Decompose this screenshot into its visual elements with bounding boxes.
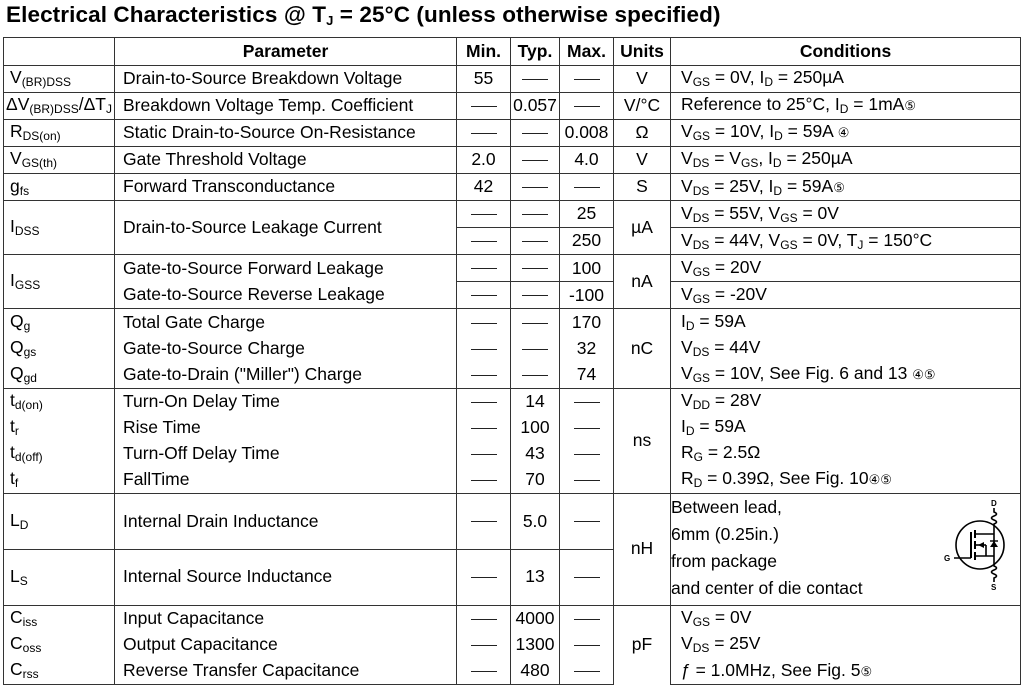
footnote-mark: ④⑤ [868, 472, 892, 488]
symbol: $Q_{gd}$ [4, 362, 115, 389]
units: S [614, 174, 671, 201]
table-row [4, 309, 1021, 336]
typ-value [511, 309, 560, 336]
parameter: Internal Drain Inductance [115, 493, 457, 549]
table-row [4, 362, 1021, 389]
header-max: Max. [560, 38, 614, 66]
max-value: 25 [560, 201, 614, 228]
table-row [4, 119, 1021, 146]
footnote-mark: ⑤ [860, 664, 873, 680]
typ-value: 43 [511, 441, 560, 467]
parameter: Drain-to-Source Breakdown Voltage [115, 65, 457, 92]
table-row [4, 174, 1021, 201]
condition-line: Between lead, [671, 496, 782, 517]
typ-value [511, 255, 560, 282]
footnote-mark: ④⑤ [912, 367, 936, 383]
conditions: $I_D = 59A$ [671, 309, 1021, 336]
min-value: 55 [457, 65, 511, 92]
min-value [457, 467, 511, 494]
min-value [457, 441, 511, 467]
conditions: $V_{GS} = 10V$, See Fig. 6 and 13 ④⑤ [671, 362, 1021, 389]
typ-value [511, 174, 560, 201]
min-value [457, 201, 511, 228]
table-row [4, 658, 1021, 685]
table-row [4, 388, 1021, 415]
conditions: $I_D = 59A$ [671, 415, 1021, 441]
min-value: 2.0 [457, 146, 511, 173]
max-value [560, 441, 614, 467]
min-value [457, 119, 511, 146]
typ-value: 13 [511, 549, 560, 605]
min-value [457, 362, 511, 389]
symbol: $Q_g$ [4, 309, 115, 336]
typ-value: 0.057 [511, 92, 560, 119]
typ-value [511, 65, 560, 92]
conditions: $R_D = 0.39\Omega$, See Fig. 10④⑤ [671, 467, 1021, 494]
parameter: Gate-to-Source Charge [115, 335, 457, 361]
units: pF [614, 605, 671, 684]
max-value: 170 [560, 309, 614, 336]
parameter: Input Capacitance [115, 605, 457, 632]
max-value [560, 493, 614, 549]
pin-g-label: G [944, 553, 951, 563]
typ-value: 100 [511, 415, 560, 441]
pin-d-label: D [991, 498, 997, 508]
max-value: 32 [560, 335, 614, 361]
conditions: $V_{DS} = 55V$, $V_{GS} = 0V$ [671, 201, 1021, 228]
conditions: $V_{GS} = 0V$, $I_D = 250\mu A$ [671, 65, 1021, 92]
typ-value: 70 [511, 467, 560, 494]
parameter: Total Gate Charge [115, 309, 457, 336]
conditions: $V_{DS} = 25V$, $I_D$ = 59A⑤ [671, 174, 1021, 201]
conditions: ƒ = 1.0MHz, See Fig. 5⑤ [671, 658, 1021, 685]
units: ns [614, 388, 671, 493]
max-value: 0.008 [560, 119, 614, 146]
conditions: $V_{GS} = -20V$ [671, 282, 1021, 309]
conditions: $V_{DS} = 44V$, $V_{GS} = 0V$, $T_J = 150^\circ C$ [671, 228, 1021, 255]
max-value: -100 [560, 282, 614, 309]
symbol: $I_{DSS}$ [4, 201, 115, 255]
parameter: Drain-to-Source Leakage Current [115, 201, 457, 255]
parameter: Static Drain-to-Source On-Resistance [115, 119, 457, 146]
max-value [560, 605, 614, 632]
min-value [457, 493, 511, 549]
parameter: Gate-to-Source Forward Leakage [115, 255, 457, 282]
max-value: 100 [560, 255, 614, 282]
max-value [560, 65, 614, 92]
pin-s-label: S [991, 582, 997, 590]
table-row [4, 335, 1021, 361]
symbol: $C_{oss}$ [4, 632, 115, 658]
typ-value [511, 228, 560, 255]
symbol: $I_{GSS}$ [4, 255, 115, 309]
min-value [457, 549, 511, 605]
table-row [4, 605, 1021, 632]
min-value [457, 309, 511, 336]
table-row [4, 632, 1021, 658]
units: nC [614, 309, 671, 388]
conditions: $V_{DS} = 44V$ [671, 335, 1021, 361]
symbol: $R_{DS(on)}$ [4, 119, 115, 146]
max-value: 250 [560, 228, 614, 255]
typ-value [511, 282, 560, 309]
symbol: $C_{iss}$ [4, 605, 115, 632]
symbol: $t_{d(on)}$ [4, 388, 115, 415]
conditions: $V_{GS} = 0V$ [671, 605, 1021, 632]
parameter: FallTime [115, 467, 457, 494]
symbol: $V_{GS(th)}$ [4, 146, 115, 173]
symbol: $L_D$ [4, 493, 115, 549]
table-row [4, 467, 1021, 494]
symbol: $C_{rss}$ [4, 658, 115, 685]
header-row [4, 38, 1021, 66]
condition-line: and center of die contact [671, 577, 863, 598]
units: V [614, 65, 671, 92]
footnote-mark: ④ [837, 125, 850, 141]
symbol: $V_{(BR)DSS}$ [4, 65, 115, 92]
parameter: Breakdown Voltage Temp. Coefficient [115, 92, 457, 119]
max-value [560, 467, 614, 494]
parameter: Gate Threshold Voltage [115, 146, 457, 173]
symbol: $t_r$ [4, 415, 115, 441]
max-value [560, 388, 614, 415]
typ-value: 5.0 [511, 493, 560, 549]
min-value [457, 335, 511, 361]
table-row [4, 201, 1021, 228]
typ-value: 1300 [511, 632, 560, 658]
header-conditions: Conditions [671, 38, 1021, 66]
units: V/°C [614, 92, 671, 119]
max-value [560, 632, 614, 658]
footnote-mark: ⑤ [833, 179, 845, 195]
parameter: Gate-to-Drain ("Miller") Charge [115, 362, 457, 389]
header-typ: Typ. [511, 38, 560, 66]
symbol: $Q_{gs}$ [4, 335, 115, 361]
footnote-mark: ⑤ [904, 98, 917, 114]
min-value [457, 228, 511, 255]
parameter: Gate-to-Source Reverse Leakage [115, 282, 457, 309]
min-value [457, 632, 511, 658]
max-value [560, 415, 614, 441]
header-min: Min. [457, 38, 511, 66]
parameter: Reverse Transfer Capacitance [115, 658, 457, 685]
parameter: Forward Transconductance [115, 174, 457, 201]
symbol: $L_S$ [4, 549, 115, 605]
table-row [4, 146, 1021, 173]
table-row [4, 415, 1021, 441]
units: nH [614, 493, 671, 605]
min-value [457, 92, 511, 119]
min-value [457, 282, 511, 309]
table-row [4, 493, 1021, 549]
typ-value: 4000 [511, 605, 560, 632]
max-value [560, 658, 614, 685]
inductance-conditions [671, 493, 1021, 605]
symbol: $g_{fs}$ [4, 174, 115, 201]
conditions: $V_{GS} = 20V$ [671, 255, 1021, 282]
parameter: Internal Source Inductance [115, 549, 457, 605]
table-row [4, 282, 1021, 309]
typ-value: 480 [511, 658, 560, 685]
typ-value [511, 119, 560, 146]
parameter: Turn-On Delay Time [115, 388, 457, 415]
electrical-characteristics-table [3, 37, 1021, 685]
condition-line: from package [671, 550, 778, 571]
page-title: Electrical Characteristics @ $T_J = 25^\circ C$ (unless otherwise specified) [6, 2, 721, 28]
typ-value: 14 [511, 388, 560, 415]
conditions: $V_{DD} = 28V$ [671, 388, 1021, 415]
table-row [4, 65, 1021, 92]
max-value: 4.0 [560, 146, 614, 173]
table-row [4, 441, 1021, 467]
conditions: $V_{DS} = 25V$ [671, 632, 1021, 658]
min-value [457, 658, 511, 685]
units: V [614, 146, 671, 173]
max-value [560, 549, 614, 605]
condition-line: 6mm (0.25in.) [671, 523, 779, 544]
typ-value [511, 146, 560, 173]
units: µA [614, 201, 671, 255]
header-parameter: Parameter [115, 38, 457, 66]
max-value [560, 174, 614, 201]
typ-value [511, 362, 560, 389]
conditions: Reference to 25°C, $I_D$ = 1mA⑤ [671, 92, 1021, 119]
table-row [4, 255, 1021, 282]
header-units: Units [614, 38, 671, 66]
header-symbol [4, 38, 115, 66]
conditions: $V_{GS} = 10V$, $I_D = 59A$ ④ [671, 119, 1021, 146]
min-value [457, 415, 511, 441]
parameter: Output Capacitance [115, 632, 457, 658]
units: Ω [614, 119, 671, 146]
max-value [560, 92, 614, 119]
symbol: $t_f$ [4, 467, 115, 494]
parameter: Turn-Off Delay Time [115, 441, 457, 467]
mosfet-symbol-icon [940, 498, 1014, 590]
parameter: Rise Time [115, 415, 457, 441]
typ-value [511, 335, 560, 361]
max-value: 74 [560, 362, 614, 389]
min-value [457, 605, 511, 632]
table-row [4, 92, 1021, 119]
typ-value [511, 201, 560, 228]
conditions: $V_{DS} = V_{GS}$, $I_D = 250\mu A$ [671, 146, 1021, 173]
min-value [457, 388, 511, 415]
symbol: $t_{d(off)}$ [4, 441, 115, 467]
symbol: $\Delta V_{(BR)DSS}/\Delta T_J$ [4, 92, 115, 119]
conditions: $R_G = 2.5\Omega$ [671, 441, 1021, 467]
units: nA [614, 255, 671, 309]
min-value: 42 [457, 174, 511, 201]
min-value [457, 255, 511, 282]
